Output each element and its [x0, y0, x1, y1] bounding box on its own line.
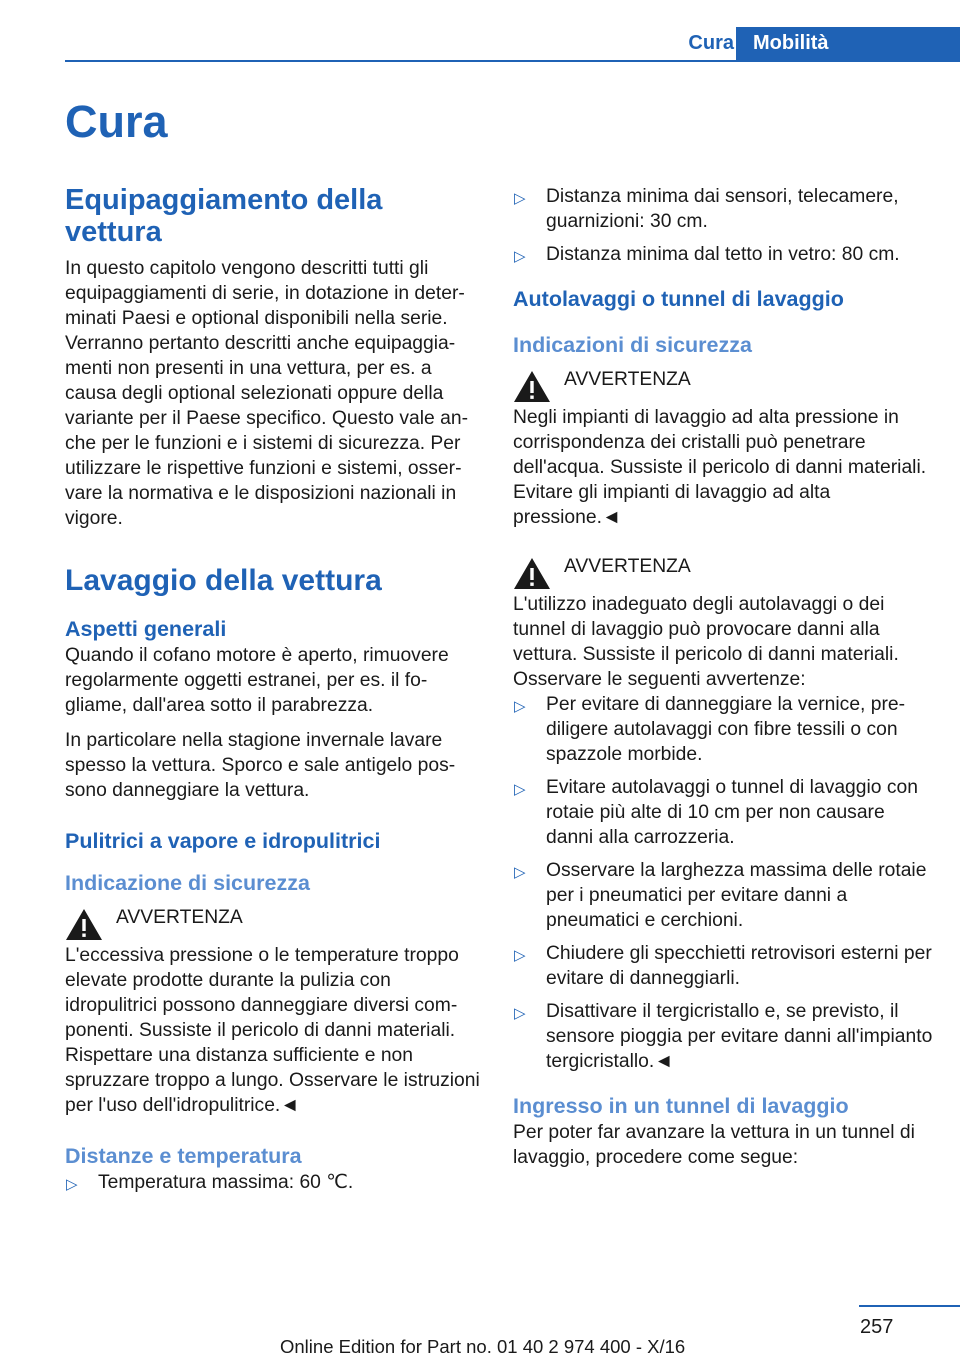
list-item: ▷ Distanza minima dai sensori, telecamere, guarnizioni: 30 cm.: [514, 186, 899, 232]
paragraph-aspetti-1: Quando il cofano motore è aperto, rimuovere regolarmente oggetti estranei, per es. il fogliame, dall'area sotto il parabrezza.: [65, 645, 449, 716]
list-item: ▷ Disattivare il tergicristallo e, se previsto, il sensore pioggia per evitare danni all'impianto tergicristallo.◄: [514, 1001, 933, 1072]
page-number: 257: [860, 1316, 894, 1338]
warning-block-1: [513, 367, 933, 397]
triangle-bullet-icon: ▷: [514, 248, 526, 265]
list-avvertenze: [513, 692, 933, 1074]
list-item: ▷ Per evitare di danneggiare la vernice, prediligere autolavaggi con fibre tessili o con spazzole morbide.: [514, 694, 906, 765]
list-item: ▷ Osservare la larghezza massima delle rotaie per i pneumatici per evitare danni a pneumatici e cerchioni.: [514, 860, 927, 931]
heading-lavaggio: Lavaggio della vettura: [65, 564, 382, 597]
list-distanze-right: [513, 184, 933, 267]
left-column: [65, 184, 480, 1203]
heading-equipaggiamento: Equipaggiamento della vettura: [65, 184, 383, 248]
heading-pulitrici: Pulitrici a vapore e idropulitrici: [65, 829, 381, 853]
triangle-bullet-icon: ▷: [514, 698, 526, 715]
heading-indicazione-sicurezza: Indicazione di sicurezza: [65, 871, 310, 895]
page-title: Cura: [65, 96, 168, 147]
warning-text-1: Negli impianti di lavaggio ad alta pressione in corrispondenza dei cristalli può penetrare dell'acqua. Sussiste il pericolo di danni materiali. Evitare gli impianti di lavaggio ad alta pressione.◄: [513, 407, 927, 528]
triangle-bullet-icon: ▷: [514, 947, 526, 964]
warning-triangle-icon: [513, 369, 551, 403]
warning-text: L'eccessiva pressione o le temperature troppo elevate prodotte durante la pulizia con idropulitrici possono danneggiare diversi componenti. Sussiste il pericolo di danni materiali. Rispettare una distanza sufficiente e non spruzzare troppo a lungo. Osservare le istruzioni per l'uso dell'idropulitrice.◄: [65, 945, 480, 1116]
list-distanze-left: [65, 1170, 480, 1195]
triangle-bullet-icon: ▷: [514, 864, 526, 881]
warning-text-2: L'utilizzo inadeguato degli autolavaggi o dei tunnel di lavaggio può provocare danni alla vettura. Sussiste il pericolo di danni materiali. Osservare le seguenti avvertenze:: [513, 594, 899, 690]
paragraph-ingresso: Per poter far avanzare la vettura in un tunnel di lavaggio, procedere come segue:: [513, 1122, 915, 1168]
triangle-bullet-icon: ▷: [66, 1176, 78, 1193]
warning-label: AVVERTENZA: [564, 369, 691, 390]
list-item: ▷ Distanza minima dal tetto in vetro: 80 cm.: [513, 242, 933, 267]
heading-ingresso-tunnel: Ingresso in un tunnel di lavaggio: [513, 1094, 849, 1118]
footer-rule: [859, 1305, 960, 1307]
triangle-bullet-icon: ▷: [514, 190, 526, 207]
footer-edition: Online Edition for Part no. 01 40 2 974 400 - X/16: [280, 1336, 686, 1357]
warning-block: [65, 905, 480, 935]
list-item: ▷ Temperatura massima: 60 ℃.: [65, 1170, 480, 1195]
paragraph-equipaggiamento: In questo capitolo vengono descritti tutti gli equipaggiamenti di serie, in dotazione in determinati Paesi e optional disponibili nella serie. Verranno pertanto descritti anche equipaggiamenti non presenti in una vettura, per es. a causa degli optional selezionati oppure della variante per il Paese specifico. Questo vale anche per le funzioni e i sistemi di sicurezza. Per utilizzare le rispettive funzioni e sistemi, osservare la normativa e le disposizioni nazionali in vigore.: [65, 258, 468, 529]
warning-label: AVVERTENZA: [116, 907, 243, 928]
tab-mobilita[interactable]: Mobilità: [736, 27, 960, 62]
heading-autolavaggi: Autolavaggi o tunnel di lavaggio: [513, 287, 844, 311]
list-item: ▷ Chiudere gli specchietti retrovisori esterni per evitare di danneggiarli.: [514, 943, 932, 989]
warning-triangle-icon: [513, 556, 551, 590]
warning-label: AVVERTENZA: [564, 556, 691, 577]
heading-indicazioni-sicurezza: Indicazioni di sicurezza: [513, 333, 752, 357]
heading-distanze: Distanze e temperatura: [65, 1144, 302, 1168]
right-column: [513, 184, 933, 1170]
triangle-bullet-icon: ▷: [514, 1005, 526, 1022]
paragraph-aspetti-2: In particolare nella stagione invernale lavare spesso la vettura. Sporco e sale antigelo possono danneggiare la vettura.: [65, 730, 456, 801]
heading-aspetti-generali: Aspetti generali: [65, 617, 227, 641]
tab-cura[interactable]: Cura: [688, 32, 734, 54]
warning-block-2: [513, 554, 933, 584]
list-item: ▷ Evitare autolavaggi o tunnel di lavaggio con rotaie più alte di 10 cm per non causare danni alla carrozzeria.: [514, 777, 918, 848]
triangle-bullet-icon: ▷: [514, 781, 526, 798]
warning-triangle-icon: [65, 907, 103, 941]
